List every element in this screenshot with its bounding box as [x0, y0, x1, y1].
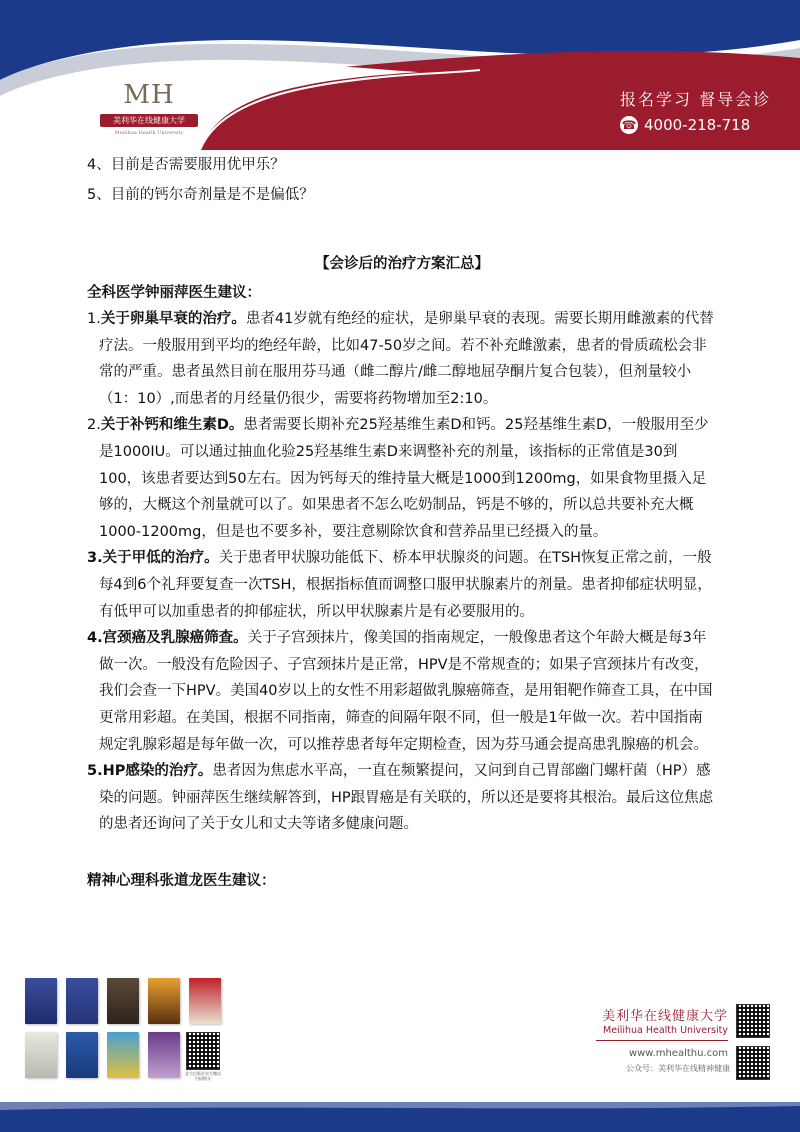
phone-icon: ☎: [621, 118, 637, 132]
psych-heading: 精神心理科张道龙医生建议：: [87, 872, 276, 889]
phone-number: 4000-218-718: [644, 116, 751, 134]
item-number: 3.: [87, 550, 103, 567]
website-link[interactable]: www.mhealthu.com: [628, 1048, 728, 1059]
logo-subtitle: Meilihua Health University: [114, 130, 184, 136]
item-title: HP感染的治疗。: [102, 763, 213, 780]
logo: [100, 80, 198, 148]
book-cover[interactable]: [107, 978, 139, 1024]
book-cover[interactable]: [189, 978, 221, 1024]
footer-bar: [0, 1102, 800, 1132]
advice-item-4: [87, 625, 717, 758]
wechat-account: 公众号：美利华在线精神健康: [626, 1064, 730, 1073]
gp-heading: 全科医学钟丽萍医生建议：: [87, 285, 261, 301]
item-text: 患者41岁就有绝经的症状，是卵巢早衰的表现。需要长期用雌激素的代替疗法。一般服用到平均的绝经年龄，比如47-50岁之间。若不补充雌激素，患者的骨质疏松会非常的严重。患者虽然目前在服用芬马通（雌二醇片/雌二醇地屈孕酮片复合包装），但剂量较小（1：10）,而患者的月经量仍很少，需要将药物增加至2:10。: [99, 311, 714, 407]
divider: [596, 1040, 728, 1041]
logo-mark: MH: [123, 80, 175, 110]
book-cover[interactable]: [148, 1032, 180, 1078]
item-number: 4.: [87, 630, 103, 647]
document-body: [87, 150, 717, 894]
item-title: 宫颈癌及乳腺癌筛查。: [102, 630, 248, 647]
header-contact: [620, 87, 790, 134]
advice-item-5: [87, 758, 717, 838]
item-title: 关于甲低的治疗。: [102, 550, 219, 567]
item-number: 2.: [87, 417, 101, 434]
qr-caption: 北大出版社官方微店 扫码购买: [185, 1071, 221, 1081]
university-name: [596, 1005, 728, 1036]
item-text: 关于患者甲状腺功能低下、桥本甲状腺炎的问题。在TSH恢复正常之前，一般每4到6个礼拜要复查一次TSH，根据指标值而调整口服甲状腺素片的剂量。患者抑郁症状明显，有低甲可以加重患者的抑郁症状，所以甲状腺素片是有必要服用的。: [99, 550, 712, 620]
header-phone[interactable]: [620, 116, 790, 134]
question-5: 5、目前的钙尔奇剂量是不是偏低？: [87, 187, 314, 203]
book-cover[interactable]: [107, 1032, 139, 1078]
item-title: 关于卵巢早衰的治疗。: [100, 311, 246, 327]
qr-code-icon[interactable]: [186, 1032, 220, 1070]
item-text: 患者需要长期补充25羟基维生素D和钙。25羟基维生素D，一般服用至少是1000IU。可以通过抽血化验25羟基维生素D来调整补充的剂量，该指标的正常值是30到100，该患者要达到50左右。因为钙每天的维持量大概是1000到1200mg，如果食物里摄入足够的，大概这个剂量就可以了。如果患者不怎么吃奶制品，钙是不够的，所以总共要补充大概1000-1200mg，但是也不要多补，要注意剔除饮食和营养品里已经摄入的量。: [99, 417, 709, 540]
item-number: 1.: [87, 311, 101, 327]
advice-item-2: [87, 412, 717, 545]
qr-code-icon[interactable]: [736, 1046, 770, 1080]
university-name-en: Meilihua Health University: [603, 1025, 728, 1036]
university-name-cn: 美利华在线健康大学: [601, 1009, 728, 1024]
book-cover[interactable]: [25, 1032, 57, 1078]
logo-ribbon: 美利华在线健康大学: [100, 114, 198, 127]
item-number: 5.: [87, 763, 103, 780]
book-cover[interactable]: [66, 1032, 98, 1078]
book-cover[interactable]: [66, 978, 98, 1024]
book-cover[interactable]: [148, 978, 180, 1024]
book-cover[interactable]: [25, 978, 57, 1024]
item-title: 关于补钙和维生素D。: [100, 417, 244, 434]
header-slogan: 报名学习 督导会诊: [620, 90, 772, 109]
question-4: 4、目前是否需要服用优甲乐？: [87, 157, 285, 173]
item-text: 关于子宫颈抹片，像美国的指南规定，一般像患者这个年龄大概是每3年做一次。一般没有危险因子、子宫颈抹片是正常，HPV是不常规查的；如果子宫颈抹片有改变，我们会查一下HPV。美国40岁以上的女性不用彩超做乳腺癌筛查，是用钼靶作筛查工具，在中国更常用彩超。在美国，根据不同指南，筛查的间隔年限不同，但一般是1年做一次。若中国指南规定乳腺彩超是每年做一次，可以推荐患者每年定期检查，因为芬马通会提高患乳腺癌的机会。: [99, 630, 713, 753]
summary-title: 【会诊后的治疗方案汇总】: [315, 256, 489, 272]
qr-code-icon[interactable]: [736, 1004, 770, 1038]
advice-item-3: [87, 545, 717, 625]
advice-item-1: [87, 306, 717, 412]
item-text: 患者因为焦虑水平高，一直在频繁提问，又问到自己胃部幽门螺杆菌（HP）感染的问题。钟丽萍医生继续解答到，HP跟胃癌是有关联的，所以还是要将其根治。最后这位焦虑的患者还询问了关于女儿和丈夫等诸多健康问题。: [99, 763, 714, 833]
